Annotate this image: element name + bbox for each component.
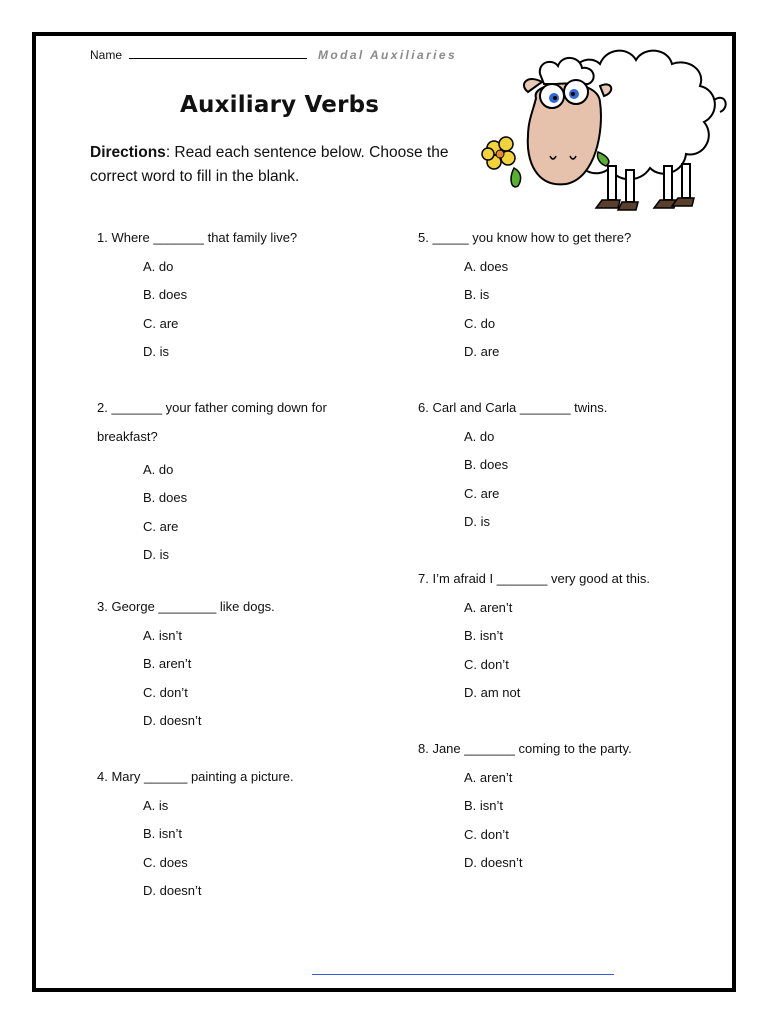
answer-option[interactable]: B. aren’t bbox=[143, 656, 192, 671]
question-stem: 2. _______ your father coming down for breakfast? bbox=[97, 400, 327, 444]
footer-link-line[interactable] bbox=[312, 974, 614, 975]
answer-option[interactable]: C. are bbox=[464, 485, 500, 501]
answer-option[interactable]: D. am not bbox=[464, 685, 521, 700]
answer-option[interactable]: D. are bbox=[464, 344, 500, 359]
answer-option[interactable]: B. does bbox=[143, 287, 188, 302]
answer-option[interactable]: D. is bbox=[464, 514, 490, 529]
answer-option[interactable]: D. is bbox=[143, 344, 169, 359]
answer-option[interactable]: C. do bbox=[464, 315, 496, 331]
directions-label: Directions bbox=[90, 144, 166, 161]
answer-option[interactable]: C. don’t bbox=[464, 656, 509, 672]
question-5 bbox=[418, 228, 631, 362]
answer-option[interactable]: C. are bbox=[143, 315, 179, 331]
question-3 bbox=[97, 597, 275, 731]
answer-option[interactable]: D. is bbox=[143, 547, 169, 562]
answer-option[interactable]: A. aren’t bbox=[464, 769, 513, 785]
page-title: Auxiliary Verbs bbox=[180, 92, 380, 118]
answer-option[interactable]: A. do bbox=[464, 428, 495, 444]
question-stem: 5. _____ you know how to get there? bbox=[418, 230, 632, 245]
name-field[interactable] bbox=[90, 48, 307, 62]
answer-option[interactable]: B. does bbox=[464, 457, 509, 472]
name-blank[interactable] bbox=[129, 48, 307, 59]
name-label: Name bbox=[90, 48, 123, 62]
answer-option[interactable]: C. don’t bbox=[464, 826, 509, 842]
question-7 bbox=[418, 569, 650, 703]
answer-option[interactable]: C. are bbox=[143, 518, 179, 534]
answer-option[interactable]: C. don’t bbox=[143, 684, 188, 700]
answer-option[interactable]: A. aren’t bbox=[464, 599, 513, 615]
answer-option[interactable]: D. doesn’t bbox=[143, 713, 202, 728]
directions bbox=[90, 141, 462, 189]
question-stem: 6. Carl and Carla _______ twins. bbox=[418, 400, 608, 415]
answer-option[interactable]: A. do bbox=[143, 258, 174, 274]
worksheet-subtitle: Modal Auxiliaries bbox=[318, 48, 458, 62]
question-6 bbox=[418, 398, 607, 532]
answer-option[interactable]: D. doesn’t bbox=[464, 855, 523, 870]
answer-option[interactable]: B. does bbox=[143, 490, 188, 505]
question-stem: 3. George ________ like dogs. bbox=[97, 599, 275, 614]
answer-option[interactable]: A. isn’t bbox=[143, 627, 183, 643]
question-stem: 4. Mary ______ painting a picture. bbox=[97, 769, 294, 784]
answer-option[interactable]: B. isn’t bbox=[464, 798, 504, 813]
answer-option[interactable]: A. do bbox=[143, 461, 174, 477]
question-8 bbox=[418, 739, 632, 873]
answer-option[interactable]: B. isn’t bbox=[464, 628, 504, 643]
sheep-illustration bbox=[478, 40, 730, 215]
question-stem: 1. Where _______ that family live? bbox=[97, 230, 298, 245]
question-4 bbox=[97, 767, 294, 901]
question-stem: 7. I’m afraid I _______ very good at this. bbox=[418, 571, 650, 586]
answer-option[interactable]: A. is bbox=[143, 797, 169, 813]
directions-text: : Read each sentence below. Choose the correct word to fill in the blank. bbox=[90, 144, 449, 185]
answer-option[interactable]: B. is bbox=[464, 287, 490, 302]
answer-option[interactable]: B. isn’t bbox=[143, 826, 183, 841]
answer-option[interactable]: A. does bbox=[464, 258, 509, 274]
question-stem: 8. Jane _______ coming to the party. bbox=[418, 741, 632, 756]
answer-option[interactable]: D. doesn’t bbox=[143, 883, 202, 898]
answer-option[interactable]: C. does bbox=[143, 854, 188, 870]
question-2 bbox=[97, 398, 367, 565]
question-1 bbox=[97, 228, 297, 362]
